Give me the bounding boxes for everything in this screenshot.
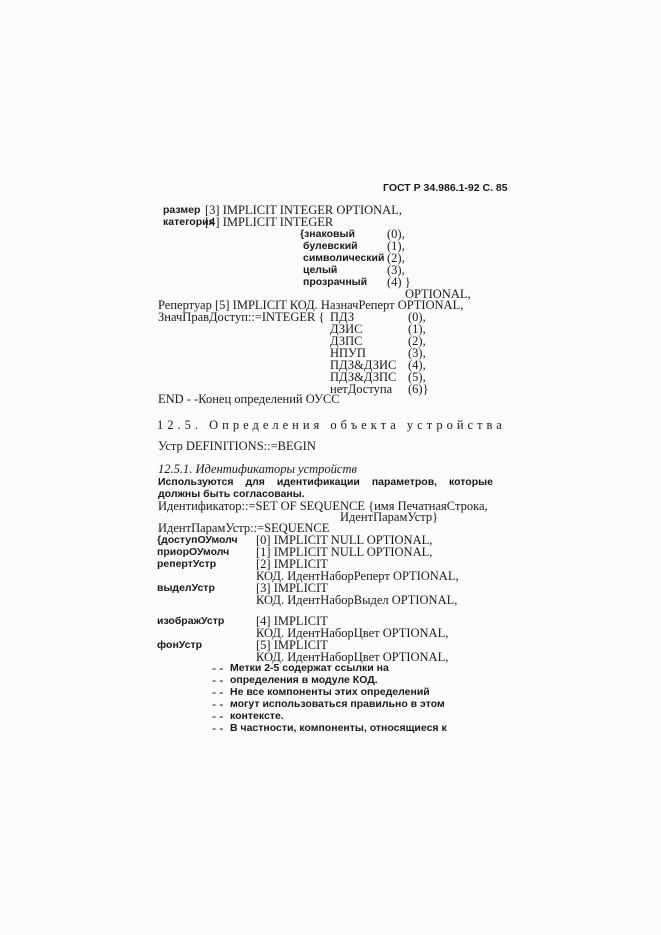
enum-name: нетДоступа: [330, 382, 393, 396]
enum-name: ДЗПС: [330, 334, 363, 348]
field-name: приорОУмолч: [157, 546, 230, 558]
field-name: размер: [163, 204, 201, 216]
field-type: [5] IMPLICIT: [256, 638, 328, 652]
comment-dash: - -: [212, 685, 224, 699]
enum-value: (2),: [387, 251, 405, 265]
enum-name: ДЗИС: [330, 322, 363, 336]
seq-line: ИдентПарамУстр::=SEQUENCE: [158, 521, 330, 535]
enum-value: (2),: [408, 334, 426, 348]
ident-line: Идентификатор::=SET OF SEQUENCE {имя ПечатнаяСтрока,: [158, 499, 488, 513]
enum-value: (0),: [387, 227, 405, 241]
field-name: фонУстр: [157, 639, 203, 651]
enum-value: (6)}: [408, 382, 429, 396]
enum-name: {знаковый: [300, 228, 355, 240]
enum-value: (0),: [408, 310, 426, 324]
word: для: [245, 476, 265, 488]
page-header: ГОСТ Р 34.986.1-92 С. 85: [383, 182, 508, 194]
enum-name: целый: [303, 264, 338, 276]
paragraph-line: должны быть согласованы.: [158, 488, 305, 500]
enum-value: (5),: [408, 370, 426, 384]
field-type: [1] IMPLICIT NULL OPTIONAL,: [256, 545, 433, 559]
enum-value: (3),: [387, 263, 405, 277]
enum-name: ПДЗ: [330, 310, 355, 324]
field-type: КОД. ИдентНаборЦвет OPTIONAL,: [256, 650, 449, 664]
ident-line: ИдентПарамУстр}: [340, 510, 439, 524]
field-type: КОД. ИдентНаборЦвет OPTIONAL,: [256, 626, 449, 640]
comment-text: контексте.: [230, 710, 284, 722]
word: параметров,: [371, 476, 438, 488]
enum-name: ПДЗ&ДЗИС: [330, 358, 397, 372]
comment-dash: - -: [212, 697, 224, 711]
field-type: [4] IMPLICIT: [256, 614, 328, 628]
begin-line: Устр DEFINITIONS::=BEGIN: [158, 439, 316, 453]
field-type: [3] IMPLICIT: [256, 581, 328, 595]
comment-dash: - -: [212, 709, 224, 723]
enum-value: (4) }: [387, 275, 411, 289]
enum-value: (3),: [408, 346, 426, 360]
word: которые: [449, 476, 493, 488]
optional: OPTIONAL,: [405, 287, 471, 301]
field-type: КОД. ИдентНаборВыдел OPTIONAL,: [256, 593, 458, 607]
comment-text: могут использоваться правильно в этом: [230, 698, 445, 710]
comment-dash: - -: [212, 721, 224, 735]
section-title: 12.5. Определения объекта устройства: [157, 418, 506, 432]
comment-text: В частности, компоненты, относящиеся к: [230, 722, 447, 734]
field-type: [4] IMPLICIT INTEGER: [205, 215, 334, 229]
enum-name: прозрачный: [303, 276, 368, 288]
word: идентификации: [276, 476, 360, 488]
enum-name: ПДЗ&ДЗПС: [330, 370, 397, 384]
field-name: {доступОУмолч: [157, 534, 238, 546]
enum-value: (1),: [408, 322, 426, 336]
field-type: [0] IMPLICIT NULL OPTIONAL,: [256, 533, 433, 547]
field-name: изображУстр: [157, 615, 225, 627]
enum-name: НПУП: [330, 346, 366, 360]
comment-text: Не все компоненты этих определений: [230, 686, 430, 698]
field-type: [2] IMPLICIT: [256, 557, 328, 571]
comment-text: Метки 2-5 содержат ссылки на: [230, 662, 389, 674]
znach-line: ЗначПравДоступ::=INTEGER {: [158, 310, 325, 324]
field-name: выделУстр: [157, 582, 215, 594]
enum-name: символический: [303, 252, 385, 264]
comment-dash: - -: [212, 673, 224, 687]
end-line: END - -Конец определений ОУСС: [158, 392, 340, 406]
field-type: [3] IMPLICIT INTEGER OPTIONAL,: [205, 203, 402, 217]
subsection-title: 12.5.1. Идентификаторы устройств: [158, 462, 357, 476]
field-name: репертУстр: [157, 558, 217, 570]
field-type: КОД. ИдентНаборРеперт OPTIONAL,: [256, 569, 459, 583]
enum-value: (1),: [387, 239, 405, 253]
comment-dash: - -: [212, 661, 224, 675]
comment-text: определения в модуле КОД.: [230, 674, 378, 686]
word: Используются: [158, 476, 234, 488]
repertuar-line: Репертуар [5] IMPLICIT КОД. НазначРеперт OPTIONAL,: [158, 298, 464, 312]
field-name: категория: [163, 216, 215, 228]
enum-name: булевский: [303, 240, 358, 252]
enum-value: (4),: [408, 358, 426, 372]
